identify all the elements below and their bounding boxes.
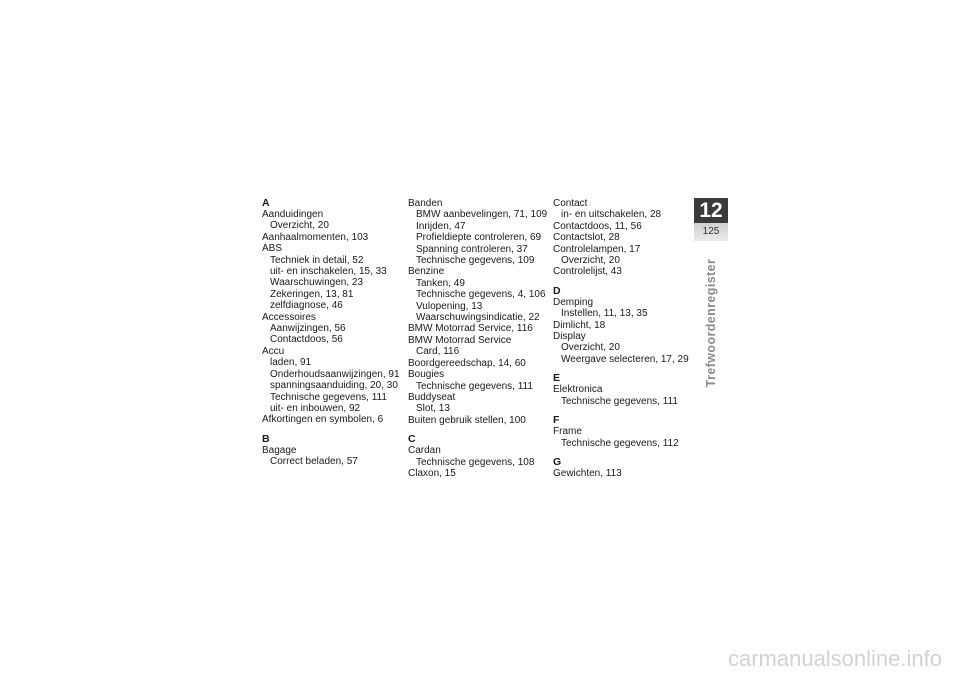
index-entry: Benzine: [408, 266, 445, 278]
index-entry: Display: [553, 331, 586, 343]
index-entry: Cardan: [408, 445, 441, 457]
index-entry: Demping: [553, 296, 594, 308]
index-entry: Dimlicht, 18: [553, 319, 606, 331]
index-entry: Banden: [408, 198, 443, 209]
section-gap: [262, 426, 402, 434]
index-entry: Elektronica: [553, 384, 603, 396]
index-entry: BMW Motorrad Service: [408, 334, 512, 346]
index-entry: Bougies: [408, 369, 445, 381]
index-subentry: Instellen, 11, 13, 35: [561, 308, 648, 320]
index-entry: Bagage: [262, 444, 297, 456]
index-subentry: Contactdoos, 56: [270, 334, 343, 346]
index-subentry: Profieldiepte controleren, 69: [416, 232, 542, 244]
index-entry: Controlelampen, 17: [553, 243, 641, 255]
index-letter-heading: F: [553, 414, 560, 427]
index-entry: Contactdoos, 11, 56: [553, 220, 642, 232]
index-entry: Controlelijst, 43: [553, 266, 622, 278]
index-entry: Contact: [553, 198, 588, 209]
index-subentry: Technische gegevens, 111: [561, 395, 678, 407]
index-letter-heading: B: [262, 432, 270, 445]
index-subentry: Slot, 13: [416, 403, 450, 415]
chapter-number: 12: [699, 199, 723, 222]
section-side-label: Trefwoordenregister: [704, 258, 718, 388]
index-subentry: Aanwijzingen, 56: [270, 323, 346, 335]
index-subentry: zelfdiagnose, 46: [270, 300, 343, 312]
index-subentry: Onderhoudsaanwijzingen, 91: [270, 368, 400, 380]
index-subentry: spanningsaanduiding, 20, 30: [270, 380, 398, 392]
index-letter-heading: C: [408, 433, 416, 446]
index-subentry: Spanning controleren, 37: [416, 243, 528, 255]
index-column-2: [408, 198, 548, 479]
index-entry: Boordgereedschap, 14, 60: [408, 357, 526, 369]
index-letter-heading: G: [553, 455, 562, 468]
index-entry: Afkortingen en symbolen, 6: [262, 414, 384, 426]
index-subentry: Zekeringen, 13, 81: [270, 288, 354, 300]
index-subentry: Waarschuwingsindicatie, 22: [416, 312, 540, 324]
index-entry: ABS: [262, 243, 283, 255]
index-entry: Buddyseat: [408, 391, 456, 403]
index-entry: Accessoires: [262, 311, 316, 323]
index-subentry: Overzicht, 20: [561, 342, 620, 354]
index-subentry: uit- en inschakelen, 15, 33: [270, 266, 387, 278]
index-subentry: Technische gegevens, 112: [561, 437, 679, 449]
index-entry: Aanhaalmomenten, 103: [262, 231, 369, 243]
section-gap: [553, 365, 693, 373]
index-subentry: in- en uitschakelen, 28: [561, 209, 662, 221]
index-entry: Gewichten, 113: [553, 467, 622, 479]
watermark: carmanualsonline.info: [727, 646, 942, 671]
page-number: 125: [702, 226, 720, 237]
section-gap: [553, 449, 693, 457]
index-subentry: Inrijden, 47: [416, 220, 466, 232]
index-subentry: Technische gegevens, 109: [416, 255, 535, 267]
index-subentry: Technische gegevens, 4, 106: [416, 289, 546, 301]
index-subentry: Waarschuwingen, 23: [270, 277, 364, 289]
index-subentry: laden, 91: [270, 357, 312, 369]
index-subentry: Tanken, 49: [416, 277, 465, 289]
index-subentry: Card, 116: [416, 346, 460, 358]
index-subentry: Technische gegevens, 111: [270, 391, 387, 403]
index-subentry: Vulopening, 13: [416, 300, 483, 312]
index-subentry: Technische gegevens, 111: [416, 380, 533, 392]
index-subentry: Techniek in detail, 52: [270, 254, 364, 266]
index-subentry: Technische gegevens, 108: [416, 456, 535, 468]
section-gap: [553, 278, 693, 286]
index-column-3: [553, 198, 693, 479]
index-column-1: [262, 198, 402, 468]
index-entry: Aanduidingen: [262, 209, 324, 220]
index-entry: BMW Motorrad Service, 116: [408, 323, 533, 335]
index-letter-heading: A: [262, 197, 270, 209]
index-subentry: Correct beladen, 57: [270, 456, 358, 468]
index-subentry: BMW aanbevelingen, 71, 109: [416, 209, 548, 221]
index-subentry: Overzicht, 20: [561, 255, 620, 267]
section-gap: [408, 426, 548, 434]
index-entry: Claxon, 15: [408, 467, 456, 479]
section-gap: [553, 407, 693, 415]
index-entry: Contactslot, 28: [553, 232, 620, 244]
index-entry: Accu: [262, 345, 285, 357]
index-entry: Frame: [553, 426, 582, 438]
index-letter-heading: E: [553, 372, 561, 385]
index-subentry: Overzicht, 20: [270, 220, 329, 232]
index-subentry: Weergave selecteren, 17, 29: [561, 353, 689, 365]
index-subentry: uit- en inbouwen, 92: [270, 402, 361, 414]
index-entry: Buiten gebruik stellen, 100: [408, 414, 526, 426]
index-letter-heading: D: [553, 284, 561, 297]
chapter-tab: [694, 198, 728, 241]
